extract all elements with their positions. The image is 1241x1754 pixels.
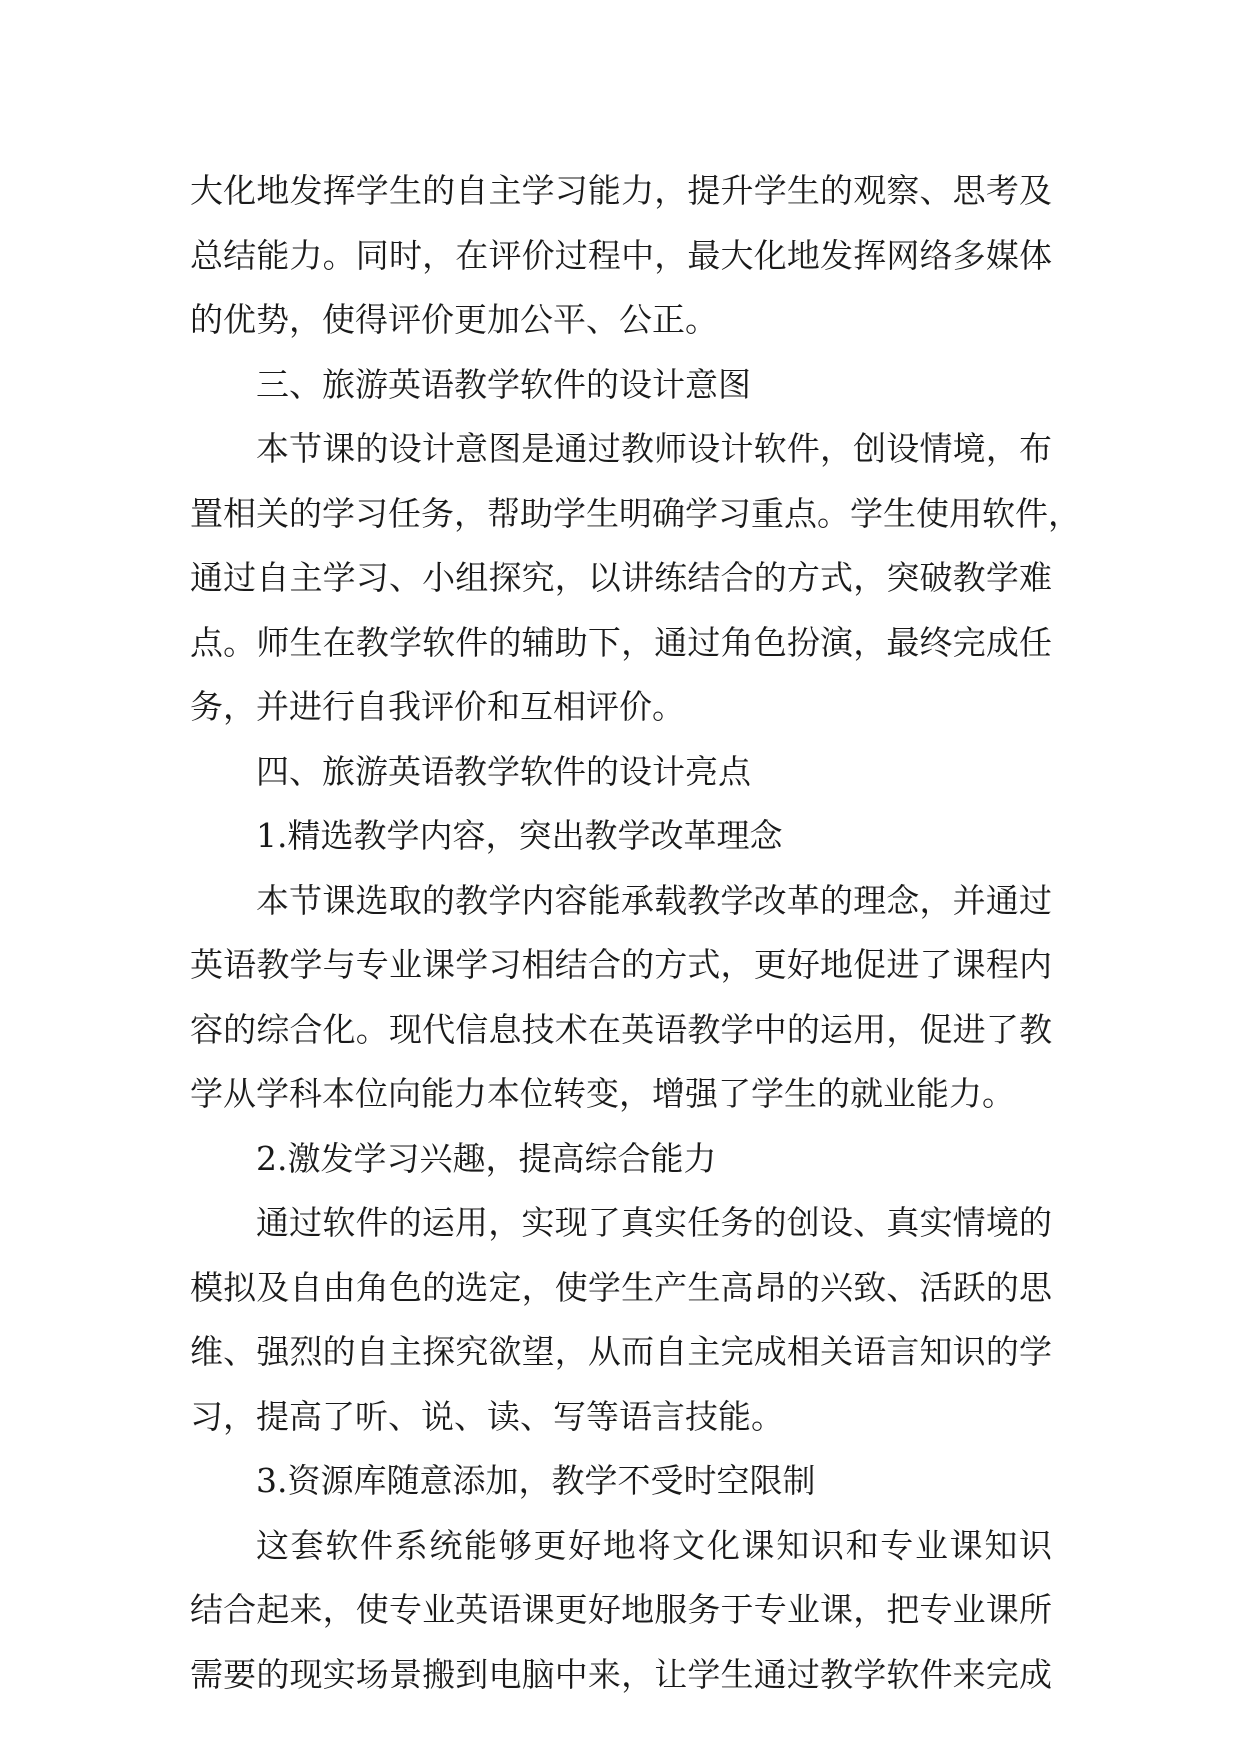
subsection-heading: 3.资源库随意添加，教学不受时空限制 (256, 1461, 816, 1500)
text-line: 模拟及自由角色的选定，使学生产生高昂的兴致、活跃的思 (190, 1267, 1052, 1307)
text-line: 英语教学与专业课学习相结合的方式，更好地促进了课程内 (190, 945, 1052, 984)
section-heading: 四、旅游英语教学软件的设计亮点 (256, 751, 751, 791)
text-line: 容的综合化。现代信息技术在英语教学中的运用，促进了教 (190, 1009, 1052, 1049)
subsection-heading: 2.激发学习兴趣，提高综合能力 (256, 1138, 717, 1178)
paragraph-first-line: 本节课的设计意图是通过教师设计软件，创设情境，布 (256, 429, 1052, 468)
text-line: 学从学科本位向能力本位转变，增强了学生的就业能力。 (190, 1074, 1015, 1113)
section-heading: 三、旅游英语教学软件的设计意图 (256, 364, 751, 404)
subsection-heading: 1.精选教学内容，突出教学改革理念 (256, 816, 783, 855)
text-line: 务，并进行自我评价和互相评价。 (190, 687, 685, 726)
paragraph-first-line: 本节课选取的教学内容能承载教学改革的理念，并通过 (256, 880, 1052, 920)
text-line: 需要的现实场景搬到电脑中来，让学生通过教学软件来完成 (190, 1654, 1052, 1694)
text-line: 结合起来，使专业英语课更好地服务于专业课，把专业课所 (190, 1590, 1052, 1629)
text-line: 点。师生在教学软件的辅助下，通过角色扮演，最终完成任 (190, 622, 1052, 662)
paragraph-first-line: 通过软件的运用，实现了真实任务的创设、真实情境的 (256, 1203, 1052, 1242)
text-line: 的优势，使得评价更加公平、公正。 (190, 300, 718, 339)
text-line: 大化地发挥学生的自主学习能力，提升学生的观察、思考及 (190, 171, 1052, 210)
text-line: 置相关的学习任务，帮助学生明确学习重点。学生使用软件， (190, 493, 1081, 533)
paragraph-first-line: 这套软件系统能够更好地将文化课知识和专业课知识 (256, 1525, 1052, 1565)
text-line: 总结能力。同时，在评价过程中，最大化地发挥网络多媒体 (190, 235, 1052, 275)
text-line: 习，提高了听、说、读、写等语言技能。 (190, 1396, 784, 1436)
text-line: 通过自主学习、小组探究，以讲练结合的方式，突破教学难 (190, 558, 1052, 597)
document-body (190, 159, 1081, 1707)
text-line: 维、强烈的自主探究欲望，从而自主完成相关语言知识的学 (190, 1332, 1052, 1371)
